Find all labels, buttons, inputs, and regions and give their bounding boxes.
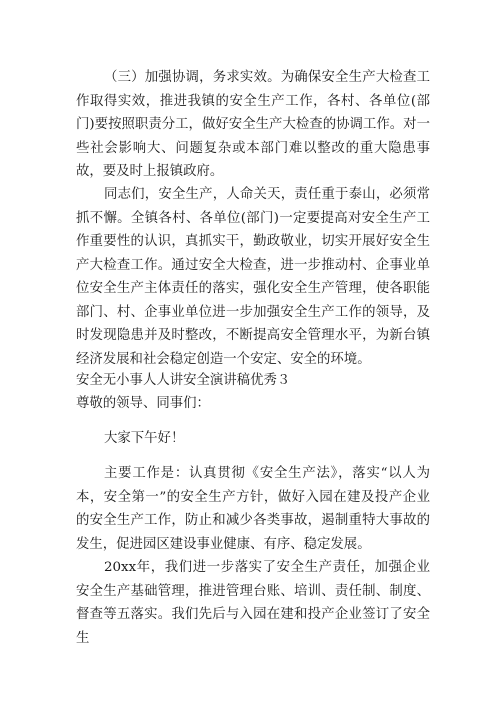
- paragraph-coordination: （三）加强协调，务求实效。为确保安全生产大检查工作取得实效，推进我镇的安全生产工作，各村、各单位(部门)要按照职责分工，做好安全生产大检查的协调工作。对一些社会影响大、问题复杂或本部门难以整改的重大隐患事故，要及时上报镇政府。: [76, 70, 430, 179]
- greeting: 大家下午好！: [104, 431, 185, 446]
- speech-title: 安全无小事人人讲安全演讲稿优秀３: [76, 373, 291, 388]
- paragraph-closing-remarks: 同志们，安全生产，人命关天，责任重于泰山，必须常抓不懈。全镇各村、各单位(部门)一定要提高对安全生产工作重要性的认识，真抓实干，勤政敬业，切实开展好安全生产大检查工作。通过安全大检查，进一步推动村、企事业单位安全生产主体责任的落实，强化安全生产管理，使各职能部门、村、企事业单位进一步加强安全生产工作的领导，及时发现隐患并及时整改，不断提高安全管理水平，为新台镇经济发展和社会稳定创造一个安定、安全的环境。: [76, 187, 430, 367]
- paragraph-main-work: 主要工作是：认真贯彻《安全生产法》，落实“以人为本，安全第一”的安全生产方针，做好入园在建及投产企业的安全生产工作，防止和减少各类事故，遏制重特大事故的发生，促进园区建设事业健康、有序、稳定发展。: [76, 466, 430, 552]
- paragraph-year-summary: 20xx年，我们进一步落实了安全生产责任，加强企业安全生产基础管理，推进管理台账、培训、责任制、制度、督查等五落实。我们先后与入园在建和投产企业签订了安全生: [76, 560, 430, 646]
- salutation: 尊敬的领导、同事们：: [76, 396, 210, 411]
